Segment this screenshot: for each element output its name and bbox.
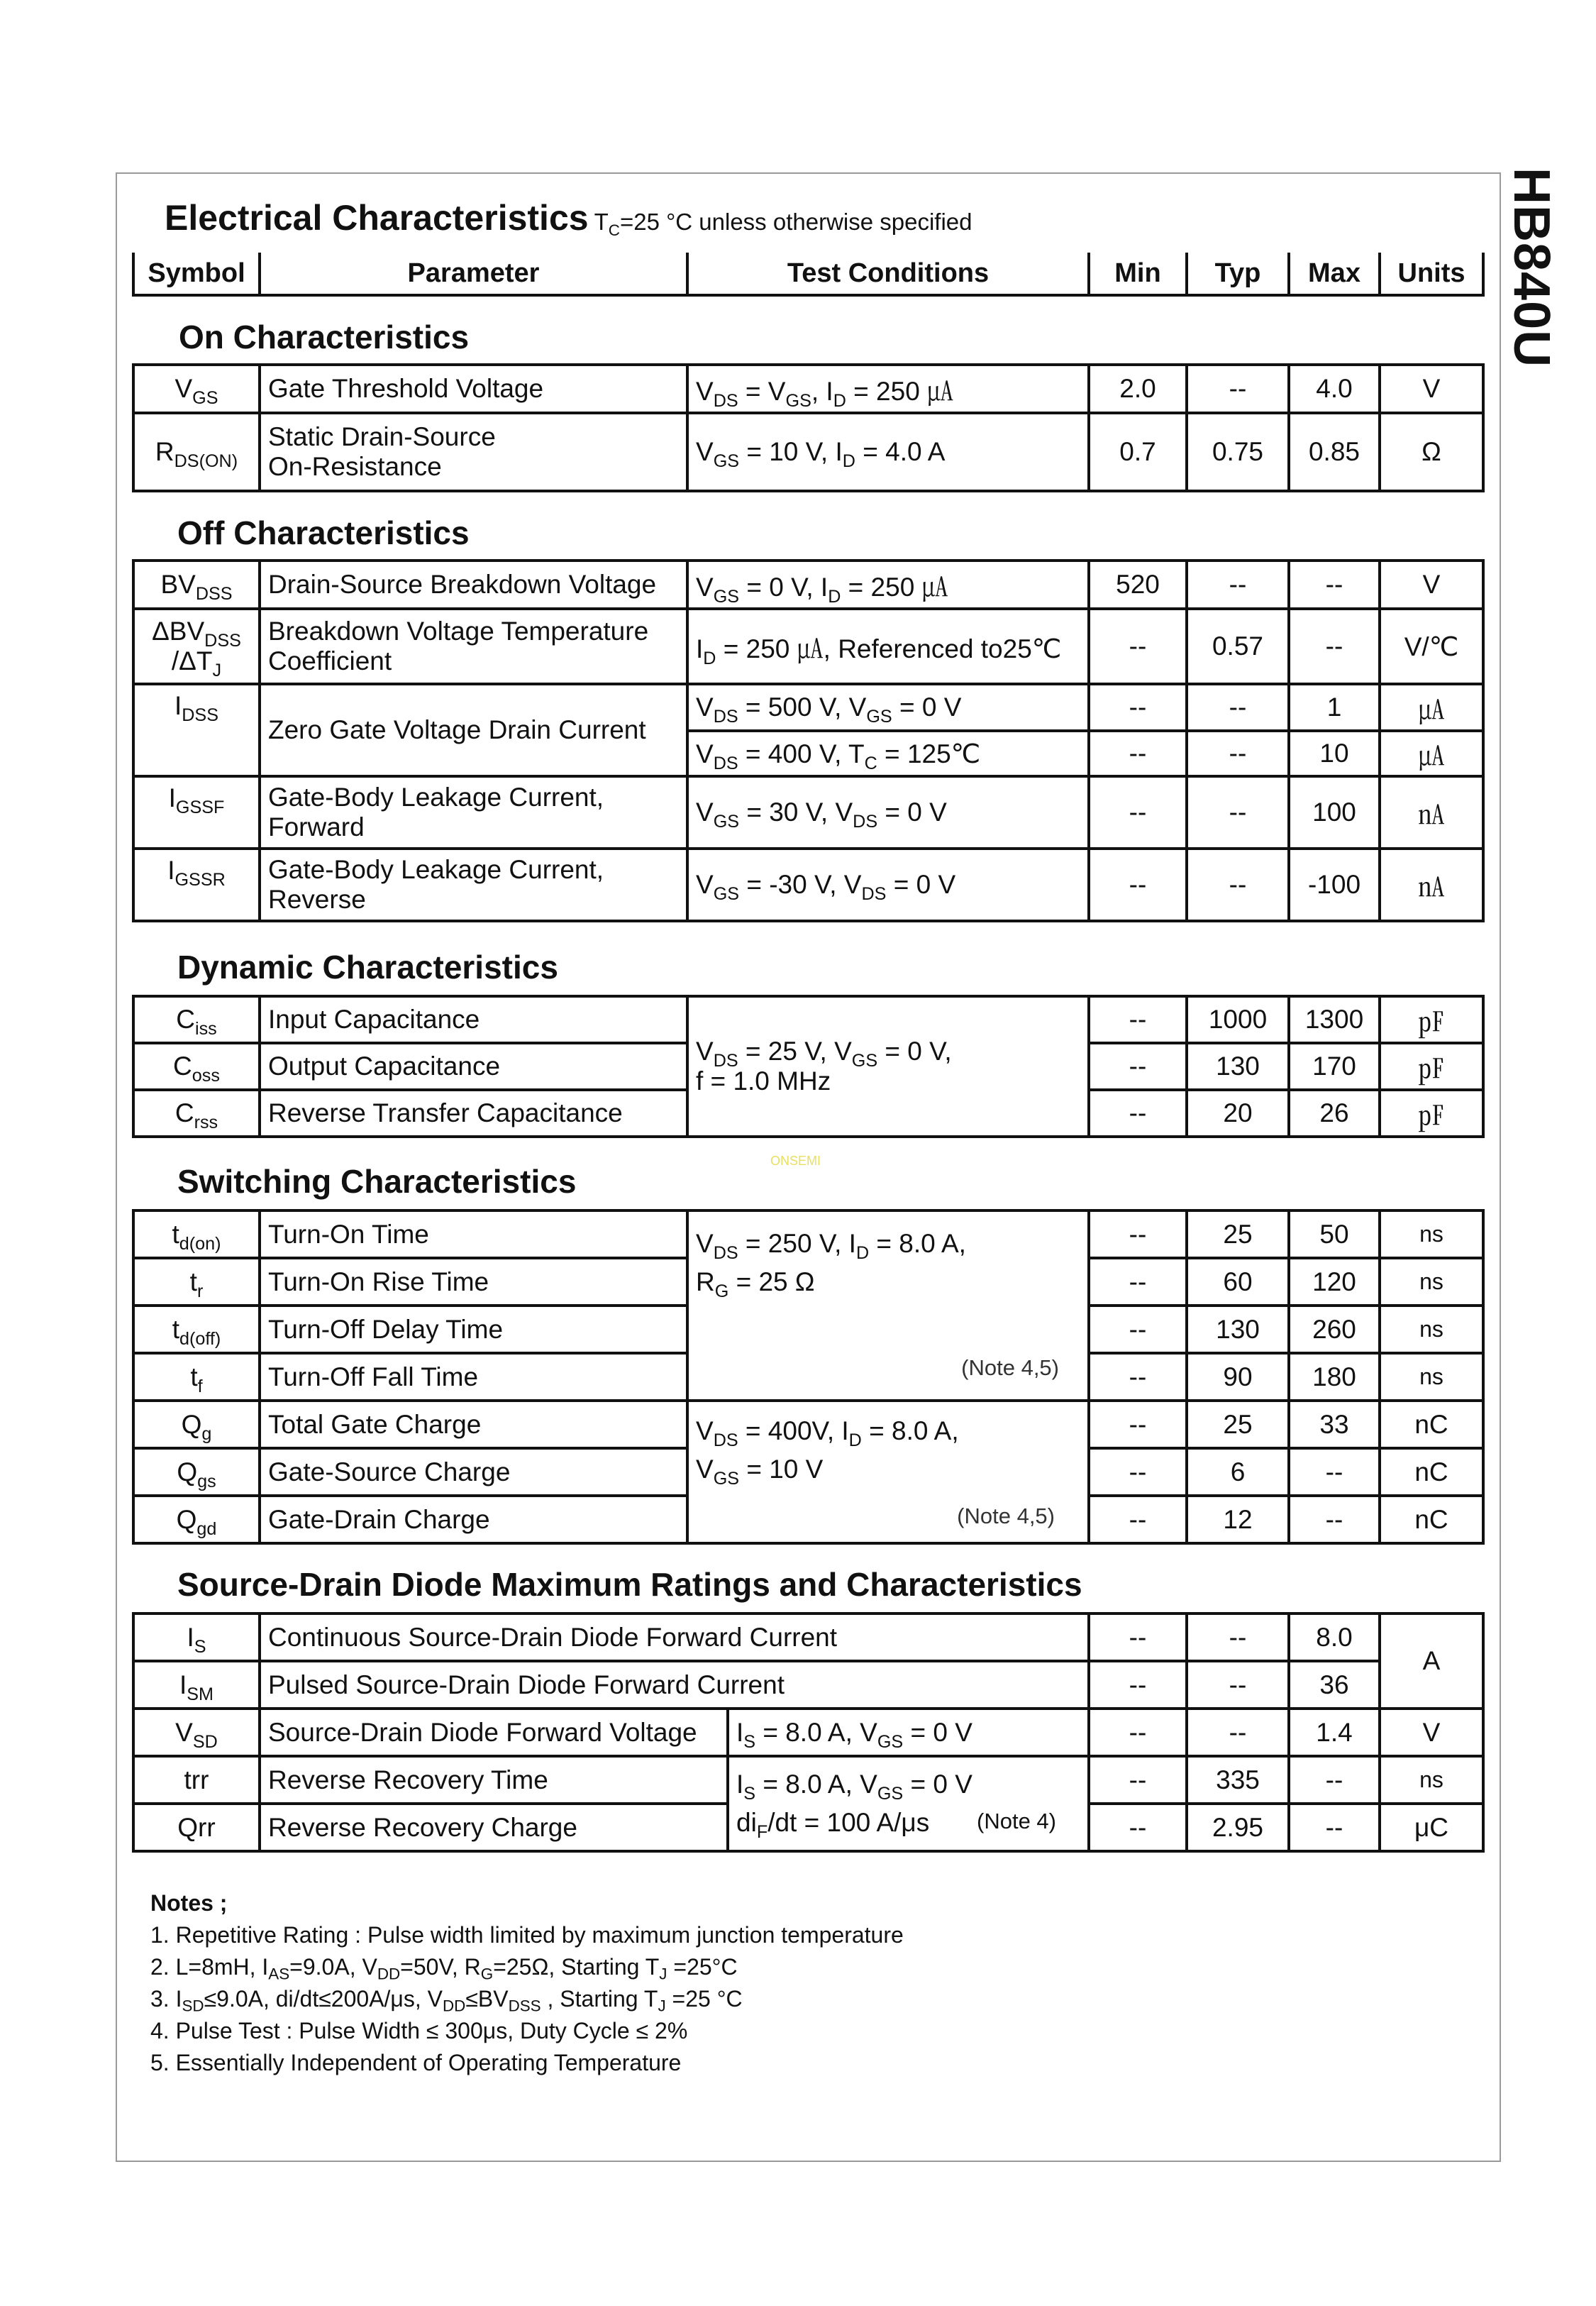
unit: ㎊ bbox=[1380, 996, 1483, 1043]
min: -- bbox=[1089, 1258, 1187, 1306]
test-condition: $I_S = 8.0$ A, $V_{GS} = 0$ V $di_F/dt = 100$ A/μs (Note 4) bbox=[728, 1756, 1089, 1851]
min: -- bbox=[1089, 849, 1187, 921]
unit: Ω bbox=[1380, 413, 1483, 491]
typ: -- bbox=[1187, 776, 1289, 849]
parameter: Turn-Off Fall Time bbox=[260, 1353, 687, 1401]
typ: 12 bbox=[1187, 1496, 1289, 1543]
parameter: Gate-Body Leakage Current, Forward bbox=[260, 776, 687, 849]
dynamic-table bbox=[132, 995, 1485, 1138]
max: 10 bbox=[1289, 731, 1380, 776]
min: -- bbox=[1089, 1306, 1187, 1353]
unit: V bbox=[1380, 561, 1483, 609]
header-test: Test Conditions bbox=[687, 253, 1089, 295]
symbol: Qrr bbox=[133, 1804, 260, 1851]
typ: 25 bbox=[1187, 1401, 1289, 1448]
unit: ㎂ bbox=[1380, 731, 1483, 776]
max: -- bbox=[1289, 1496, 1380, 1543]
notes bbox=[150, 1887, 904, 2079]
min: -- bbox=[1089, 1496, 1187, 1543]
table-row bbox=[133, 1401, 1483, 1448]
max: 26 bbox=[1289, 1090, 1380, 1137]
unit: V bbox=[1380, 1709, 1483, 1756]
max: 50 bbox=[1289, 1210, 1380, 1258]
parameter: Gate-Source Charge bbox=[260, 1448, 687, 1496]
typ: 130 bbox=[1187, 1306, 1289, 1353]
header-min: Min bbox=[1089, 253, 1187, 295]
part-number-vertical: HB840U bbox=[1503, 167, 1560, 368]
max: 100 bbox=[1289, 776, 1380, 849]
table-row bbox=[133, 413, 1483, 491]
parameter: Turn-On Time bbox=[260, 1210, 687, 1258]
note-ref: (Note 4) bbox=[977, 1809, 1056, 1833]
unit: nC bbox=[1380, 1448, 1483, 1496]
unit: μC bbox=[1380, 1804, 1483, 1851]
table-row bbox=[133, 365, 1483, 413]
unit: ns bbox=[1380, 1756, 1483, 1804]
note-1: 1. Repetitive Rating : Pulse width limited by maximum junction temperature bbox=[150, 1922, 904, 1948]
min: -- bbox=[1089, 1448, 1187, 1496]
section-dynamic: Dynamic Characteristics bbox=[177, 949, 558, 986]
typ: 0.57 bbox=[1187, 609, 1289, 684]
symbol: $I_{GSSR}$ bbox=[133, 849, 260, 921]
max: 4.0 bbox=[1289, 365, 1380, 413]
min: -- bbox=[1089, 1613, 1187, 1661]
table-row bbox=[133, 684, 1483, 731]
typ: 1000 bbox=[1187, 996, 1289, 1043]
header-typ: Typ bbox=[1187, 253, 1289, 295]
test-condition: $V_{GS} = 30$ V, $V_{DS} = 0$ V bbox=[687, 776, 1089, 849]
table-row bbox=[133, 1661, 1483, 1709]
unit: V/℃ bbox=[1380, 609, 1483, 684]
unit: ㎁ bbox=[1380, 849, 1483, 921]
max: 120 bbox=[1289, 1258, 1380, 1306]
max: -- bbox=[1289, 609, 1380, 684]
typ: 335 bbox=[1187, 1756, 1289, 1804]
symbol: $C_{iss}$ bbox=[133, 996, 260, 1043]
typ: -- bbox=[1187, 849, 1289, 921]
max: -- bbox=[1289, 1756, 1380, 1804]
min: 0.7 bbox=[1089, 413, 1187, 491]
parameter: Reverse Recovery Time bbox=[260, 1756, 728, 1804]
parameter: Gate-Body Leakage Current, Reverse bbox=[260, 849, 687, 921]
max: -100 bbox=[1289, 849, 1380, 921]
max: 260 bbox=[1289, 1306, 1380, 1353]
min: -- bbox=[1089, 1804, 1187, 1851]
min: -- bbox=[1089, 1661, 1187, 1709]
unit: A bbox=[1380, 1613, 1483, 1709]
typ: -- bbox=[1187, 1613, 1289, 1661]
symbol: $V_{SD}$ bbox=[133, 1709, 260, 1756]
min: -- bbox=[1089, 1043, 1187, 1090]
table-row bbox=[133, 849, 1483, 921]
test-condition: $V_{DS} = V_{GS}$, $I_D = 250$ ㎂ bbox=[687, 365, 1089, 413]
unit: ㎊ bbox=[1380, 1043, 1483, 1090]
max: 1 bbox=[1289, 684, 1380, 731]
min: -- bbox=[1089, 1709, 1187, 1756]
parameter: Output Capacitance bbox=[260, 1043, 687, 1090]
parameter: Total Gate Charge bbox=[260, 1401, 687, 1448]
header-symbol: Symbol bbox=[133, 253, 260, 295]
test-condition: $I_S = 8.0$ A, $V_{GS} = 0$ V bbox=[728, 1709, 1089, 1756]
min: -- bbox=[1089, 996, 1187, 1043]
typ: -- bbox=[1187, 561, 1289, 609]
min: 520 bbox=[1089, 561, 1187, 609]
typ: 130 bbox=[1187, 1043, 1289, 1090]
test-condition: $V_{GS} = 10$ V, $I_D = 4.0$ A bbox=[687, 413, 1089, 491]
symbol: $Q_g$ bbox=[133, 1401, 260, 1448]
max: 36 bbox=[1289, 1661, 1380, 1709]
test-condition: $V_{DS} = 250$ V, $I_D = 8.0$ A, $R_G = 25$ Ω (Note 4,5) bbox=[687, 1210, 1089, 1401]
max: 1300 bbox=[1289, 996, 1380, 1043]
page-title: Electrical Characteristics $T_C=25$ °C unless otherwise specified bbox=[165, 198, 972, 239]
test-condition: $V_{GS} = 0$ V, $I_D = 250$ ㎂ bbox=[687, 561, 1089, 609]
parameter: Zero Gate Voltage Drain Current bbox=[260, 684, 687, 776]
symbol: $BV_{DSS}$ bbox=[133, 561, 260, 609]
parameter: Drain-Source Breakdown Voltage bbox=[260, 561, 687, 609]
typ: 90 bbox=[1187, 1353, 1289, 1401]
max: -- bbox=[1289, 561, 1380, 609]
max: 1.4 bbox=[1289, 1709, 1380, 1756]
section-diode: Source-Drain Diode Maximum Ratings and Characteristics bbox=[177, 1566, 1082, 1603]
table-row bbox=[133, 561, 1483, 609]
unit: ns bbox=[1380, 1210, 1483, 1258]
min: -- bbox=[1089, 684, 1187, 731]
header-max: Max bbox=[1289, 253, 1380, 295]
symbol: $\Delta BV_{DSS}$ $/\Delta T_J$ bbox=[133, 609, 260, 684]
parameter: Reverse Recovery Charge bbox=[260, 1804, 728, 1851]
unit: ㎂ bbox=[1380, 684, 1483, 731]
parameter: Reverse Transfer Capacitance bbox=[260, 1090, 687, 1137]
min: -- bbox=[1089, 1353, 1187, 1401]
unit: ns bbox=[1380, 1353, 1483, 1401]
symbol: $R_{DS(ON)}$ bbox=[133, 413, 260, 491]
typ: 6 bbox=[1187, 1448, 1289, 1496]
symbol: $V_{GS}$ bbox=[133, 365, 260, 413]
test-condition: $I_D = 250$ ㎂, Referenced to25℃ bbox=[687, 609, 1089, 684]
typ: 2.95 bbox=[1187, 1804, 1289, 1851]
symbol: $I_{SM}$ bbox=[133, 1661, 260, 1709]
symbol: $t_f$ bbox=[133, 1353, 260, 1401]
max: 8.0 bbox=[1289, 1613, 1380, 1661]
test-condition: $V_{GS} = -30$ V, $V_{DS} = 0$ V bbox=[687, 849, 1089, 921]
section-on: On Characteristics bbox=[179, 319, 470, 355]
table-row bbox=[133, 1709, 1483, 1756]
min: 2.0 bbox=[1089, 365, 1187, 413]
test-condition: $V_{DS} = 400$ V, $T_C$ = 125℃ bbox=[687, 731, 1089, 776]
typ: -- bbox=[1187, 1709, 1289, 1756]
symbol: $C_{oss}$ bbox=[133, 1043, 260, 1090]
notes-heading: Notes ; bbox=[150, 1890, 228, 1916]
header-units: Units bbox=[1380, 253, 1483, 295]
test-condition: $V_{DS} = 500$ V, $V_{GS} = 0$ V bbox=[687, 684, 1089, 731]
typ: -- bbox=[1187, 731, 1289, 776]
parameter: Turn-On Rise Time bbox=[260, 1258, 687, 1306]
note-2: 2. L=8mH, $I_{AS}=9.0A$, $V_{DD}=50V$, $R_G=25\Omega$, Starting $T_J =25^\circ C$ bbox=[150, 1954, 738, 1983]
typ: -- bbox=[1187, 1661, 1289, 1709]
symbol: $t_{d(on)}$ bbox=[133, 1210, 260, 1258]
section-off: Off Characteristics bbox=[177, 514, 470, 551]
min: -- bbox=[1089, 776, 1187, 849]
note-5: 5. Essentially Independent of Operating Temperature bbox=[150, 2050, 682, 2075]
symbol: $I_{GSSF}$ bbox=[133, 776, 260, 849]
test-condition: $V_{DS} = 25$ V, $V_{GS} = 0$ V, f = 1.0 MHz bbox=[687, 996, 1089, 1137]
on-table bbox=[132, 363, 1485, 492]
symbol: $I_S$ bbox=[133, 1613, 260, 1661]
parameter: Turn-Off Delay Time bbox=[260, 1306, 687, 1353]
parameter: Source-Drain Diode Forward Voltage bbox=[260, 1709, 728, 1756]
switching-table bbox=[132, 1209, 1485, 1545]
parameter: Static Drain-Source On-Resistance bbox=[260, 413, 687, 491]
max: -- bbox=[1289, 1804, 1380, 1851]
unit: nC bbox=[1380, 1496, 1483, 1543]
min: -- bbox=[1089, 1401, 1187, 1448]
parameter: Gate Threshold Voltage bbox=[260, 365, 687, 413]
min: -- bbox=[1089, 609, 1187, 684]
typ: 20 bbox=[1187, 1090, 1289, 1137]
typ: 60 bbox=[1187, 1258, 1289, 1306]
symbol: $t_r$ bbox=[133, 1258, 260, 1306]
unit: ㎁ bbox=[1380, 776, 1483, 849]
note-4: 4. Pulse Test : Pulse Width ≤ 300μs, Duty Cycle ≤ 2% bbox=[150, 2018, 688, 2043]
parameter: Input Capacitance bbox=[260, 996, 687, 1043]
max: -- bbox=[1289, 1448, 1380, 1496]
max: 0.85 bbox=[1289, 413, 1380, 491]
diode-table bbox=[132, 1612, 1485, 1853]
min: -- bbox=[1089, 1090, 1187, 1137]
unit: ㎊ bbox=[1380, 1090, 1483, 1137]
unit: nC bbox=[1380, 1401, 1483, 1448]
symbol: trr bbox=[133, 1756, 260, 1804]
max: 33 bbox=[1289, 1401, 1380, 1448]
symbol: $t_{d(off)}$ bbox=[133, 1306, 260, 1353]
max: 170 bbox=[1289, 1043, 1380, 1090]
header-parameter: Parameter bbox=[260, 253, 687, 295]
unit: V bbox=[1380, 365, 1483, 413]
table-row bbox=[133, 1210, 1483, 1258]
symbol: $Q_{gs}$ bbox=[133, 1448, 260, 1496]
table-row bbox=[133, 609, 1483, 684]
section-switching: Switching Characteristics bbox=[177, 1163, 577, 1200]
min: -- bbox=[1089, 731, 1187, 776]
table-row bbox=[133, 1756, 1483, 1804]
symbol: $Q_{gd}$ bbox=[133, 1496, 260, 1543]
parameter: Continuous Source-Drain Diode Forward Current bbox=[260, 1613, 1089, 1661]
parameter: Breakdown Voltage Temperature Coefficient bbox=[260, 609, 687, 684]
table-row bbox=[133, 776, 1483, 849]
test-condition: $V_{DS} = 400V$, $I_D = 8.0$ A, $V_{GS} = 10$ V (Note 4,5) bbox=[687, 1401, 1089, 1543]
typ: -- bbox=[1187, 684, 1289, 731]
typ: 25 bbox=[1187, 1210, 1289, 1258]
table-row bbox=[133, 1613, 1483, 1661]
header-table bbox=[132, 253, 1485, 297]
min: -- bbox=[1089, 1756, 1187, 1804]
off-table bbox=[132, 559, 1485, 922]
typ: -- bbox=[1187, 365, 1289, 413]
table-row bbox=[133, 996, 1483, 1043]
unit: ns bbox=[1380, 1306, 1483, 1353]
note-ref: (Note 4,5) bbox=[961, 1355, 1059, 1380]
parameter: Pulsed Source-Drain Diode Forward Current bbox=[260, 1661, 1089, 1709]
parameter: Gate-Drain Charge bbox=[260, 1496, 687, 1543]
watermark: ONSEMI bbox=[770, 1154, 821, 1168]
note-3: 3. $I_{SD}\le 9.0A$, di/dt≤200A/μs, $V_{DD}\le BV_{DSS}$ , Starting $T_J =25$ °C bbox=[150, 1986, 743, 2015]
symbol: $I_{DSS}$ bbox=[133, 684, 260, 776]
max: 180 bbox=[1289, 1353, 1380, 1401]
note-ref: (Note 4,5) bbox=[957, 1504, 1055, 1528]
min: -- bbox=[1089, 1210, 1187, 1258]
symbol: $C_{rss}$ bbox=[133, 1090, 260, 1137]
unit: ns bbox=[1380, 1258, 1483, 1306]
typ: 0.75 bbox=[1187, 413, 1289, 491]
